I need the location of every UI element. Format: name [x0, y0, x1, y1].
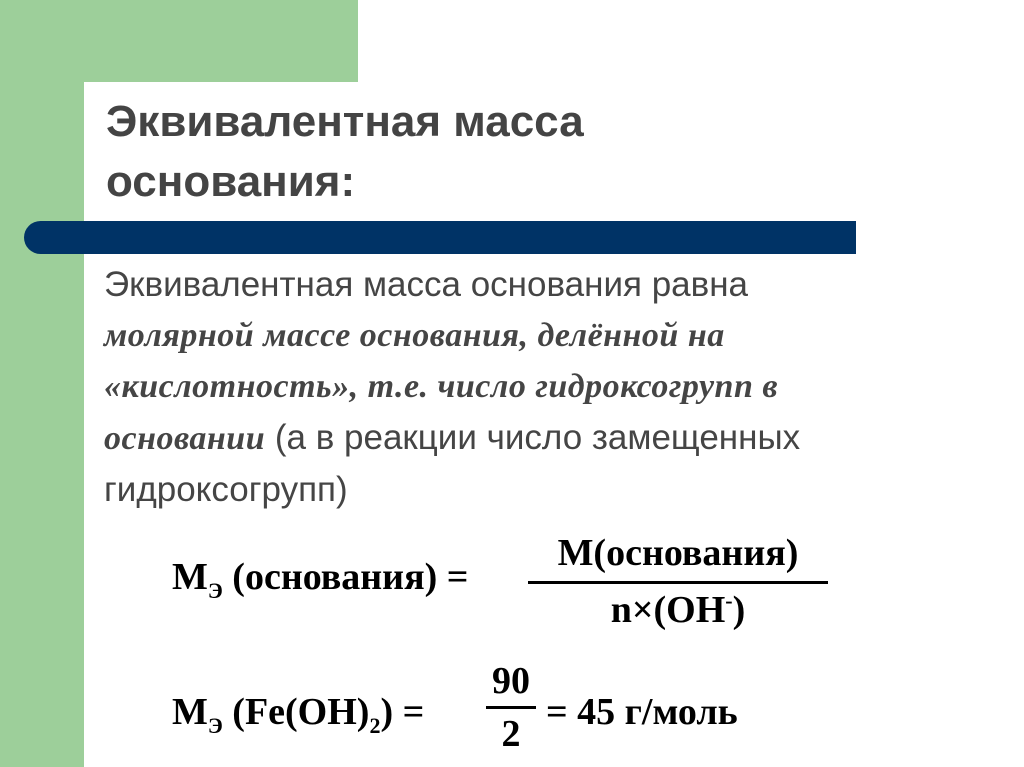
formula-1-fraction-line	[528, 581, 828, 584]
body-line-1: Эквивалентная масса основания равна	[104, 265, 749, 304]
formula-1-denominator	[528, 588, 828, 637]
title-line-1: Эквивалентная масса	[106, 97, 584, 146]
formula-2-M: М	[172, 691, 208, 733]
formula-1-numerator: М(основания)	[557, 532, 799, 574]
formula-2-sub: Э	[207, 713, 223, 738]
formula-1-fraction	[528, 527, 828, 637]
formula-2-end: ) =	[380, 691, 425, 733]
formula-2-denominator: 2	[501, 713, 521, 755]
formula-2-lhs	[172, 690, 425, 738]
formula-1-arg: (основания) =	[232, 556, 469, 598]
formula-1-M: М	[172, 556, 208, 598]
formula-2-fraction	[486, 658, 536, 757]
body-line-4	[104, 412, 984, 464]
formula-1-sub: Э	[207, 578, 223, 603]
formula-1-lhs	[172, 555, 469, 603]
body-italic-line-2: «кислотность», т.е. число гидроксогрупп в	[104, 368, 779, 405]
formula-2-arg: (Fe(OH)	[232, 691, 370, 733]
definition-text	[104, 259, 984, 515]
body-italic-line-3: основании	[104, 420, 266, 457]
title-divider-bar	[24, 221, 856, 254]
formula-2-fraction-line	[486, 706, 536, 709]
formula-2-arg-sub: 2	[369, 713, 381, 738]
body-line-5: гидроксогрупп)	[104, 470, 348, 509]
formula-1-den-right: )	[732, 589, 746, 631]
body-italic-line-1: молярной массе основания, делённой на	[104, 317, 725, 354]
body-paren-text: (а в реакции число замещенных	[265, 418, 801, 457]
formula-1-den-sup: -	[725, 588, 733, 613]
formula-1-den-left: n×(OH	[610, 589, 726, 631]
formula-2-numerator: 90	[492, 660, 530, 702]
formula-2-result: = 45 г/моль	[546, 691, 738, 733]
slide-title	[106, 92, 866, 212]
title-line-2: основания:	[106, 157, 356, 206]
